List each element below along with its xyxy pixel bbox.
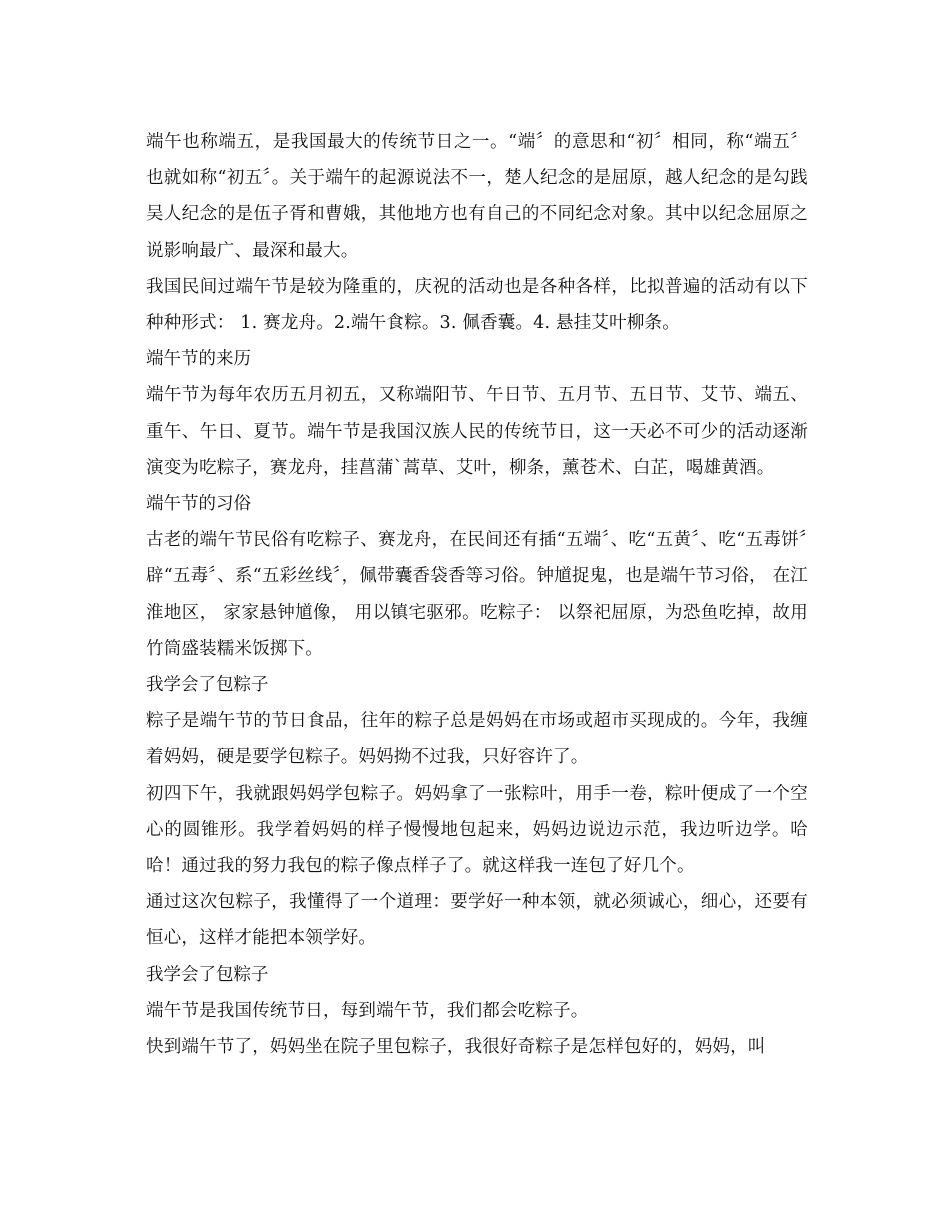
paragraph-zongzi-lesson: 通过这次包粽子，我懂得了一个道理：要学好一种本领，就必须诚心，细心，还要有恒心，这样才能把本领学好。 [146, 892, 808, 949]
paragraph-festival: 端午节是我国传统节日，每到端午节，我们都会吃粽子。 [146, 1000, 589, 1021]
heading-customs: 端午节的习俗 [146, 494, 251, 515]
document-body [146, 124, 808, 1065]
paragraph-origin: 端午节为每年农历五月初五，又称端阳节、午日节、五月节、五日节、艾节、端五、重午、午日、夏节。端午节是我国汉族人民的传统节日，这一天必不可少的活动逐渐演变为吃粽子，赛龙舟，挂菖蒲`蒿草、艾叶，柳条，薰苍术、白芷，喝雄黄酒。 [146, 385, 808, 478]
paragraph-intro: 端午也称端五，是我国最大的传统节日之一。“端〞的意思和“初〞相同，称“端五〞也就如称“初五〞。关于端午的起源说法不一，楚人纪念的是屈原，越人纪念的是勾践吴人纪念的是伍子胥和曹娥，其他地方也有自己的不同纪念对象。其中以纪念屈原之说影响最广、最深和最大。 [146, 132, 808, 261]
paragraph-mother: 快到端午节了，妈妈坐在院子里包粽子，我很好奇粽子是怎样包好的，妈妈，叫 [146, 1037, 766, 1058]
paragraph-zongzi-process: 初四下午，我就跟妈妈学包粽子。妈妈拿了一张粽叶，用手一卷，粽叶便成了一个空心的圆锥形。我学着妈妈的样子慢慢地包起来，妈妈边说边示范，我边听边学。哈哈！通过我的努力我包的粽子像点样子了。就这样我一连包了好几个。 [146, 783, 808, 877]
heading-learned-zongzi-2: 我学会了包粽子 [146, 964, 269, 985]
heading-learned-zongzi-1: 我学会了包粽子 [146, 675, 269, 696]
paragraph-customs: 古老的端午节民俗有吃粽子、赛龙舟，在民间还有插“五端〞、吃“五黄〞、吃“五毒饼〞辟“五毒〞、系“五彩丝线〞，佩带囊香袋香等习俗。钟馗捉鬼，也是端午节习俗， 在江淮地区， 家家悬钟馗像， 用以镇宅驱邪。吃粽子： 以祭祀屈原，为恐鱼吃掉，故用竹筒盛装糯米饭掷下。 [146, 530, 808, 659]
heading-origin: 端午节的来历 [146, 349, 251, 370]
paragraph-zongzi-intro: 粽子是端午节的节日食品，往年的粽子总是妈妈在市场或超市买现成的。今年，我缠着妈妈，硬是要学包粽子。妈妈拗不过我，只好容许了。 [146, 711, 808, 768]
paragraph-activities: 我国民间过端午节是较为隆重的，庆祝的活动也是各种各样，比拟普遍的活动有以下种种形式： 1. 赛龙舟。2.端午食粽。3. 佩香囊。4. 悬挂艾叶柳条。 [146, 276, 808, 334]
